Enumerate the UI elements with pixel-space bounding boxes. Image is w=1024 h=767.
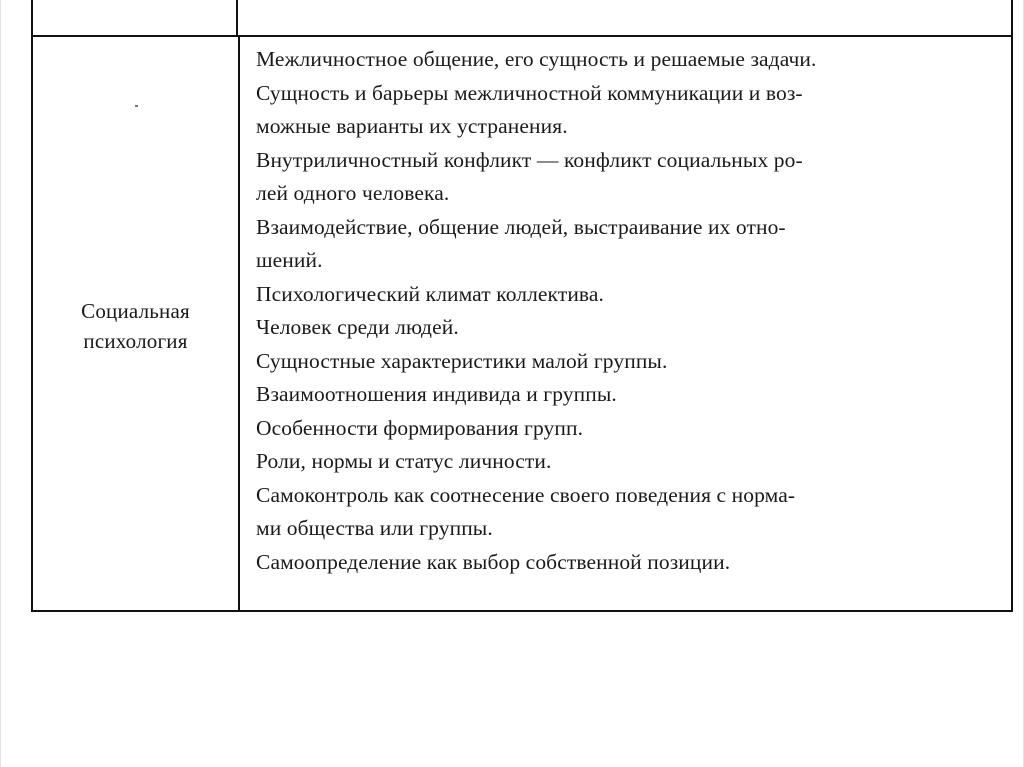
- items-cell: [240, 37, 1011, 610]
- topic-item-line: Человек среди людей.: [256, 315, 459, 339]
- topic-item: [256, 144, 997, 211]
- scan-speck: [135, 105, 138, 107]
- topic-item-line: ми общества или группы.: [256, 516, 493, 540]
- topic-item: [256, 43, 997, 77]
- topic-item-line: Внутриличностный конфликт — конфликт социальных ро-: [256, 147, 803, 172]
- topic-item-line: Самоконтроль как соотнесение своего поведения с норма-: [256, 482, 796, 507]
- topic-item-line: Особенности формирования групп.: [256, 415, 584, 440]
- topic-item-line: Взаимодействие, общение людей, выстраивание их отно-: [256, 214, 786, 239]
- topic-item: [256, 479, 997, 546]
- topic-item: [256, 345, 997, 379]
- topic-item-line: Самоопределение как выбор собственной позиции.: [256, 549, 731, 574]
- topic-item: [256, 445, 997, 479]
- topic-item: [256, 311, 997, 345]
- topic-item: [256, 546, 997, 580]
- topic-item: [256, 378, 997, 412]
- topic-item-line: можные варианты их устранения.: [256, 114, 568, 138]
- topic-item-line: Роли, нормы и статус личности.: [256, 449, 552, 473]
- topic-title-line: Социальная: [81, 298, 190, 323]
- topic-cell: [33, 37, 240, 610]
- topic-title: [81, 296, 190, 356]
- topic-item: [256, 278, 997, 312]
- topics-table-wrapper: [31, 0, 1013, 612]
- topic-item-line: Сущностные характеристики малой группы.: [256, 348, 668, 373]
- topic-item-line: шений.: [256, 248, 323, 272]
- topic-item: [256, 412, 997, 446]
- topic-item-line: лей одного человека.: [256, 181, 450, 205]
- topic-item: [256, 77, 997, 144]
- topic-title-line: психология: [83, 328, 188, 353]
- topic-item-line: Межличностное общение, его сущность и решаемые задачи.: [256, 47, 817, 71]
- previous-row-border-right: [1011, 0, 1013, 36]
- previous-row-border-middle: [236, 0, 238, 36]
- previous-row-border-left: [31, 0, 33, 36]
- topic-item-line: Сущность и барьеры межличностной коммуникации и воз-: [256, 80, 803, 105]
- topic-item-line: Взаимоотношения индивида и группы.: [256, 382, 617, 406]
- topic-item: [256, 211, 997, 278]
- topics-table: [31, 35, 1013, 612]
- topic-item-line: Психологический климат коллектива.: [256, 281, 605, 306]
